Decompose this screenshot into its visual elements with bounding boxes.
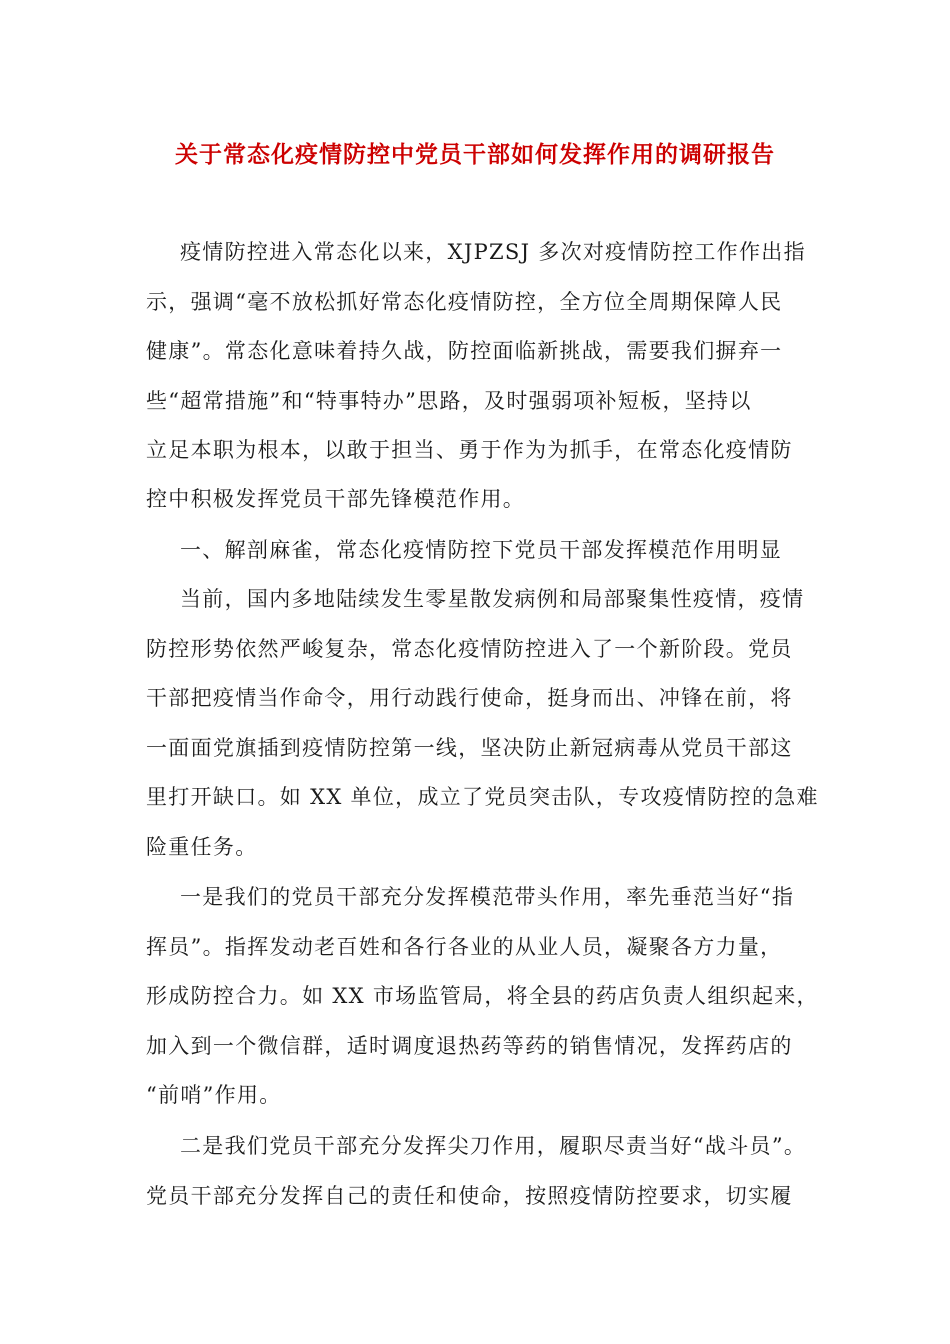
paragraph-line: 健康”。常态化意味着持久战，防控面临新挑战，需要我们摒弃一 bbox=[146, 339, 783, 363]
paragraph-line: 一是我们的党员干部充分发挥模范带头作用，率先垂范当好“指 bbox=[180, 885, 795, 909]
paragraph-line: 一面面党旗插到疫情防控第一线，坚决防止新冠病毒从党员干部这 bbox=[146, 736, 793, 760]
paragraph-line: 控中积极发挥党员干部先锋模范作用。 bbox=[146, 487, 526, 511]
paragraph-line: 干部把疫情当作命令，用行动践行使命，挺身而出、冲锋在前，将 bbox=[146, 686, 793, 710]
paragraph-line: “前哨”作用。 bbox=[146, 1083, 282, 1107]
paragraph-line: 示，强调“毫不放松抓好常态化疫情防控，全方位全周期保障人民 bbox=[146, 290, 783, 314]
paragraph-line: 立足本职为根本，以敢于担当、勇于作为为抓手，在常态化疫情防 bbox=[146, 438, 793, 462]
paragraph-line: 里打开缺口。如 XX 单位，成立了党员突击队，专攻疫情防控的急难 bbox=[146, 785, 819, 809]
document-title: 关于常态化疫情防控中党员干部如何发挥作用的调研报告 bbox=[175, 141, 775, 168]
section-heading: 一、解剖麻雀，常态化疫情防控下党员干部发挥模范作用明显 bbox=[180, 538, 783, 562]
paragraph-line: 些“超常措施”和“特事特办”思路，及时强弱项补短板，坚持以 bbox=[146, 389, 752, 413]
paragraph-line: 党员干部充分发挥自己的责任和使命，按照疫情防控要求，切实履 bbox=[146, 1184, 793, 1208]
paragraph-line: 当前，国内多地陆续发生零星散发病例和局部聚集性疫情，疫情 bbox=[180, 587, 805, 611]
paragraph-line: 疫情防控进入常态化以来，XJPZSJ 多次对疫情防控工作作出指 bbox=[180, 240, 806, 264]
paragraph-line: 挥员”。指挥发动老百姓和各行各业的从业人员，凝聚各方力量， bbox=[146, 935, 783, 959]
paragraph-line: 形成防控合力。如 XX 市场监管局，将全县的药店负责人组织起来， bbox=[146, 984, 819, 1008]
paragraph-line: 加入到一个微信群，适时调度退热药等药的销售情况，发挥药店的 bbox=[146, 1034, 793, 1058]
paragraph-line: 防控形势依然严峻复杂，常态化疫情防控进入了一个新阶段。党员 bbox=[146, 637, 793, 661]
paragraph-line: 险重任务。 bbox=[146, 835, 258, 859]
paragraph-line: 二是我们党员干部充分发挥尖刀作用，履职尽责当好“战斗员”。 bbox=[180, 1134, 807, 1158]
